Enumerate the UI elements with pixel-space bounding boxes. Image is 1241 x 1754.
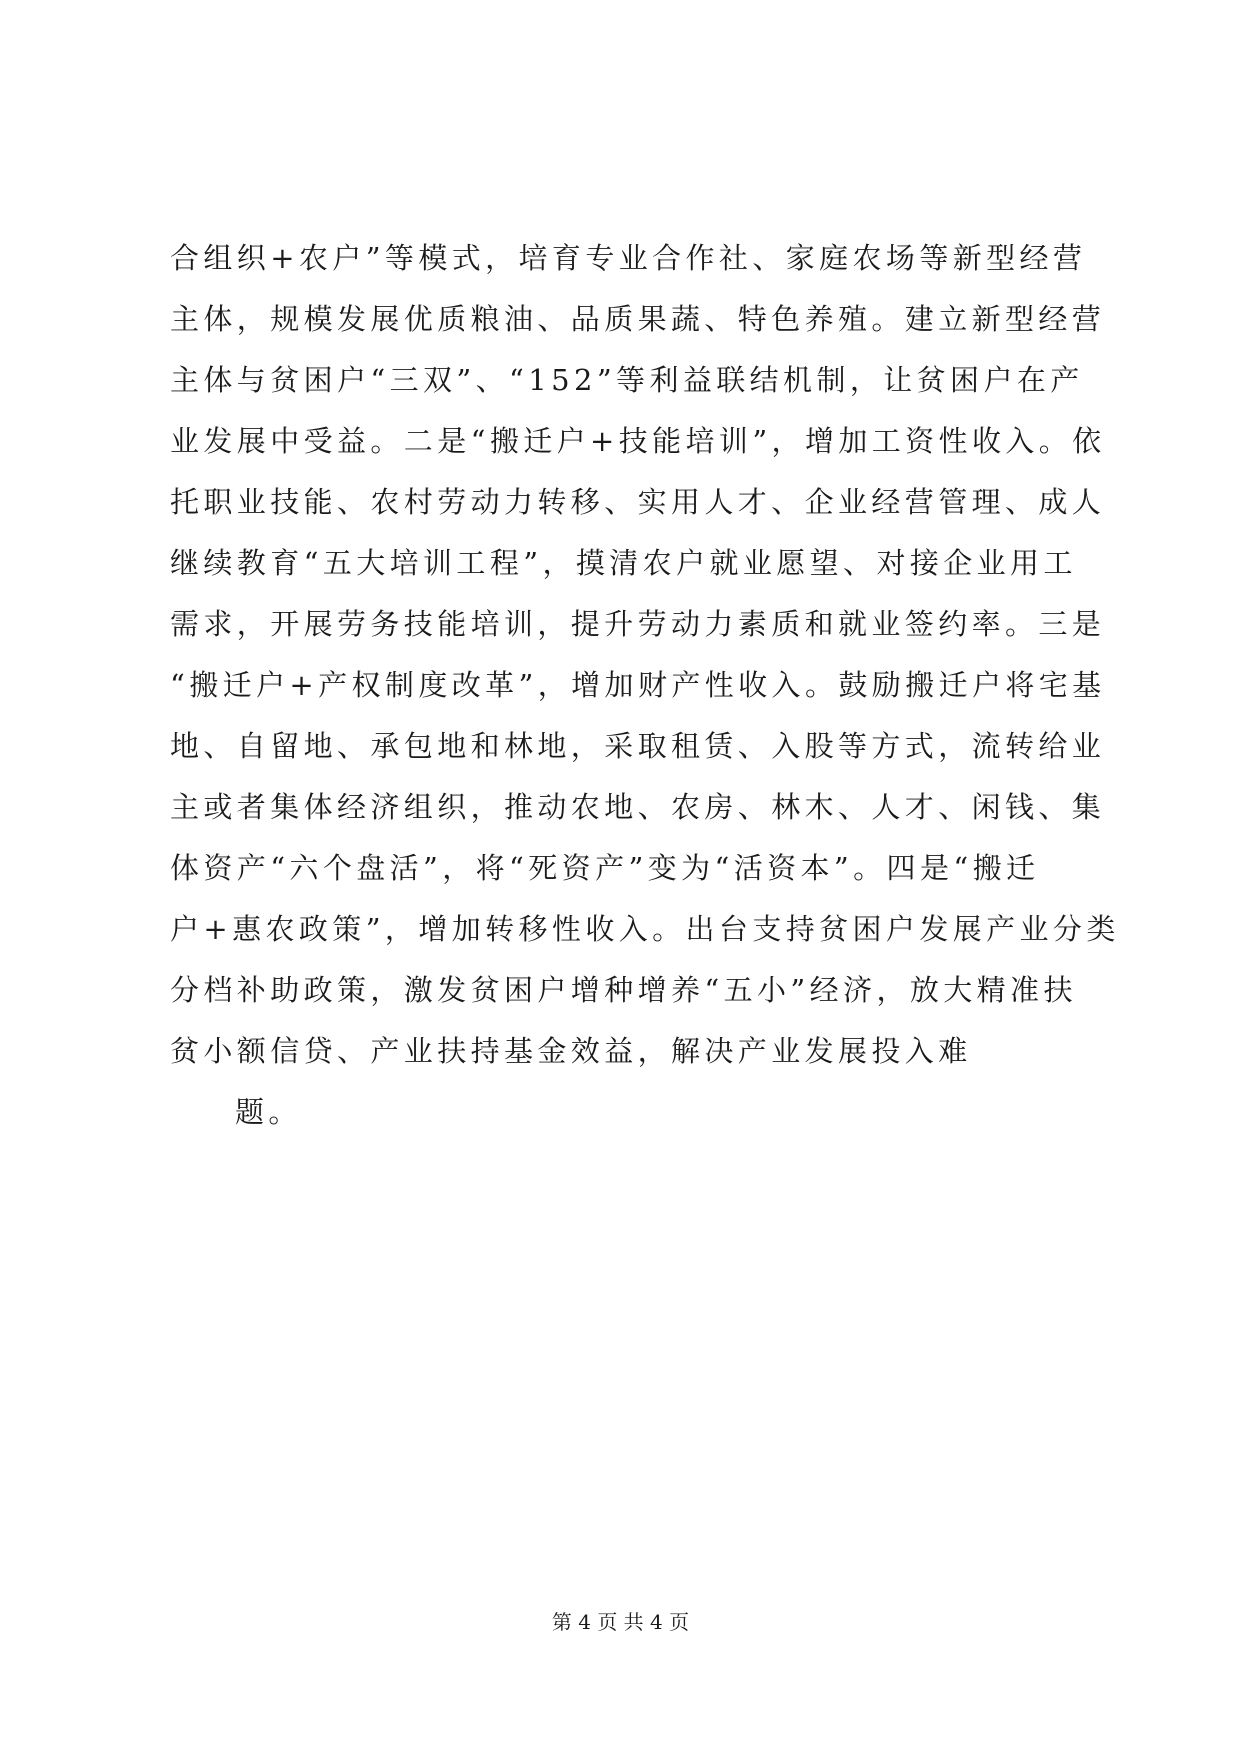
page-footer [0, 1608, 1241, 1636]
text-line: 合组织+农户”等模式，培育专业合作社、家庭农场等新型经营 [170, 241, 1087, 275]
text-line: 需求，开展劳务技能培训，提升劳动力素质和就业签约率。三是 [170, 607, 1106, 641]
text-line: 分档补助政策，激发贫困户增种增养“五小”经济，放大精准扶 [170, 973, 1077, 1007]
text-line: 业发展中受益。二是“搬迁户+技能培训”，增加工资性收入。依 [170, 424, 1106, 458]
text-line: 继续教育“五大培训工程”，摸清农户就业愿望、对接企业用工 [170, 546, 1077, 580]
final-text-line: 题。 [235, 1095, 302, 1129]
page-number-label: 第 4 页 共 4 页 [551, 1610, 690, 1634]
text-line: 主或者集体经济组织，推动农地、农房、林木、人才、闲钱、集 [170, 790, 1106, 824]
text-line: 地、自留地、承包地和林地，采取租赁、入股等方式，流转给业 [170, 729, 1106, 763]
body-text [170, 228, 1120, 1143]
text-line: 贫小额信贷、产业扶持基金效益，解决产业发展投入难 [170, 1034, 972, 1068]
text-line: 主体与贫困户“三双”、“152”等利益联结机制，让贫困户在产 [170, 363, 1084, 397]
text-line: “搬迁户+产权制度改革”，增加财产性收入。鼓励搬迁户将宅基 [170, 668, 1106, 702]
text-line: 托职业技能、农村劳动力转移、实用人才、企业经营管理、成人 [170, 485, 1106, 519]
text-line: 体资产“六个盘活”，将“死资产”变为“活资本”。四是“搬迁 [170, 851, 1040, 885]
text-line: 主体，规模发展优质粮油、品质果蔬、特色养殖。建立新型经营 [170, 302, 1106, 336]
text-line: 户+惠农政策”，增加转移性收入。出台支持贫困户发展产业分类 [170, 912, 1120, 946]
